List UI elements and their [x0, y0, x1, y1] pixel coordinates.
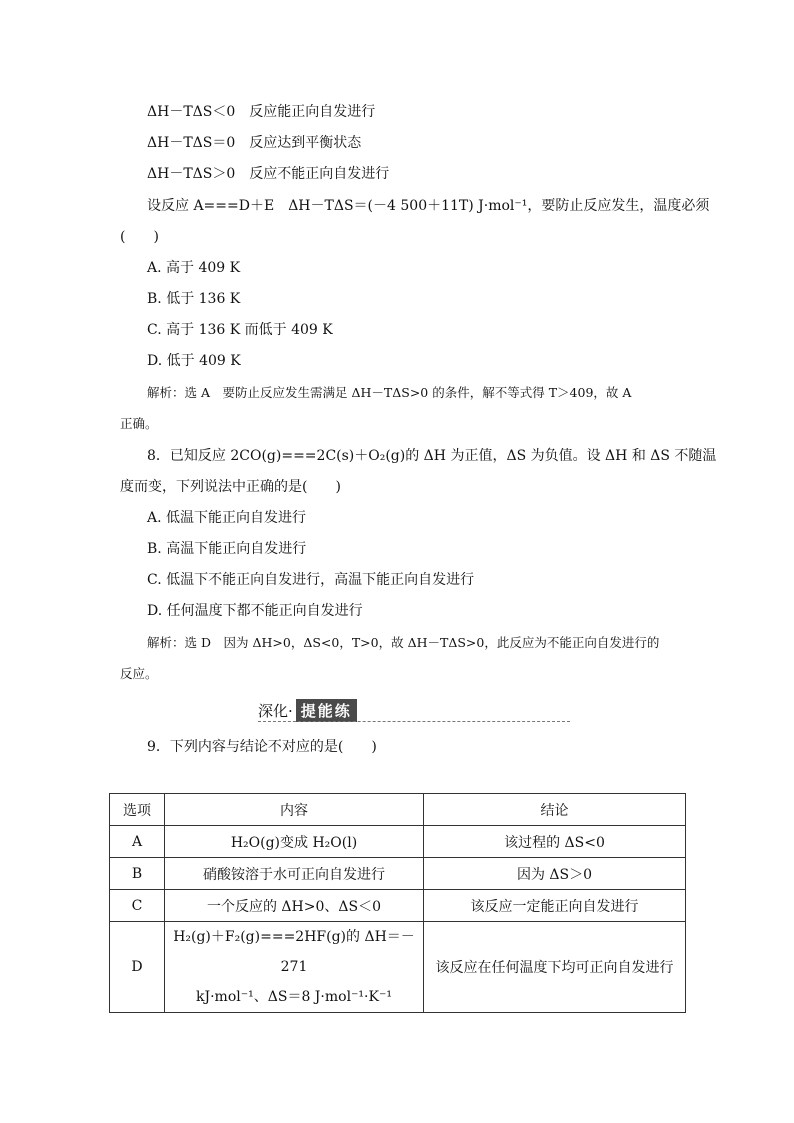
- row-c-option: C: [110, 890, 165, 922]
- q8-option-c: C. 低温下不能正向自发进行，高温下能正向自发进行: [147, 572, 475, 588]
- row-d-content-line2: kJ·mol⁻¹、ΔS＝8 J·mol⁻¹·K⁻¹: [196, 989, 392, 1005]
- q8-option-b: B. 高温下能正向自发进行: [147, 541, 307, 557]
- header-option: 选项: [110, 794, 165, 826]
- row-c-content: 一个反应的 ΔH>0、ΔS＜0: [165, 890, 424, 922]
- section-banner-prefix: 深化·: [258, 701, 293, 720]
- q8-analysis-line2: 反应。: [120, 666, 158, 681]
- q8-stem-line2: 度而变，下列说法中正确的是( ): [120, 479, 341, 495]
- section-banner-highlight: 提能练: [296, 699, 357, 722]
- row-d-content-line1: H₂(g)＋F₂(g)===2HF(g)的 ΔH＝－271: [173, 929, 415, 975]
- row-a-option: A: [110, 826, 165, 858]
- row-b-content: 硝酸铵溶于水可正向自发进行: [165, 858, 424, 890]
- row-d-content: [165, 922, 424, 1013]
- row-c-conclusion: 该反应一定能正向自发进行: [424, 890, 686, 922]
- q8-stem-line1: 8．已知反应 2CO(g)===2C(s)＋O₂(g)的 ΔH 为正值，ΔS 为负值。设 ΔH 和 ΔS 不随温: [147, 448, 717, 464]
- table-header-row: [110, 794, 686, 826]
- q7-stem-line2: ( ): [120, 229, 159, 245]
- q7-analysis-line1: 解析：选 A 要防止反应发生需满足 ΔH－TΔS>0 的条件，解不等式得 T＞409，故 A: [147, 385, 632, 400]
- table-row: [110, 858, 686, 890]
- section-banner: [258, 697, 357, 723]
- row-b-option: B: [110, 858, 165, 890]
- section-divider: [258, 721, 570, 722]
- q9-table: [109, 793, 686, 1013]
- row-d-conclusion: 该反应在任何温度下均可正向自发进行: [424, 922, 686, 1013]
- rule-line-zero: ΔH－TΔS＝0 反应达到平衡状态: [147, 135, 362, 151]
- row-a-content: H₂O(g)变成 H₂O(l): [165, 826, 424, 858]
- q8-analysis-line1: 解析：选 D 因为 ΔH>0，ΔS<0，T>0，故 ΔH－TΔS>0，此反应为不能正向自发进行的: [147, 635, 660, 650]
- q7-analysis-line2: 正确。: [120, 416, 158, 431]
- q8-option-d: D. 任何温度下都不能正向自发进行: [147, 603, 363, 619]
- row-a-conclusion: 该过程的 ΔS<0: [424, 826, 686, 858]
- table-row: [110, 890, 686, 922]
- q8-option-a: A. 低温下能正向自发进行: [147, 510, 307, 526]
- q7-stem-line1: 设反应 A===D＋E ΔH－TΔS＝(－4 500＋11T) J·mol⁻¹，要防止反应发生，温度必须: [147, 198, 710, 214]
- q7-option-b: B. 低于 136 K: [147, 291, 241, 307]
- rule-line-negative: ΔH－TΔS＜0 反应能正向自发进行: [147, 104, 376, 120]
- header-conclusion: 结论: [424, 794, 686, 826]
- table-row: [110, 826, 686, 858]
- q7-option-d: D. 低于 409 K: [147, 353, 241, 369]
- q9-stem: 9．下列内容与结论不对应的是( ): [147, 739, 377, 755]
- rule-line-positive: ΔH－TΔS＞0 反应不能正向自发进行: [147, 166, 390, 182]
- table-row: [110, 922, 686, 1013]
- row-b-conclusion: 因为 ΔS＞0: [424, 858, 686, 890]
- q7-option-a: A. 高于 409 K: [147, 260, 241, 276]
- row-d-option: D: [110, 922, 165, 1013]
- q7-option-c: C. 高于 136 K 而低于 409 K: [147, 322, 333, 338]
- header-content: 内容: [165, 794, 424, 826]
